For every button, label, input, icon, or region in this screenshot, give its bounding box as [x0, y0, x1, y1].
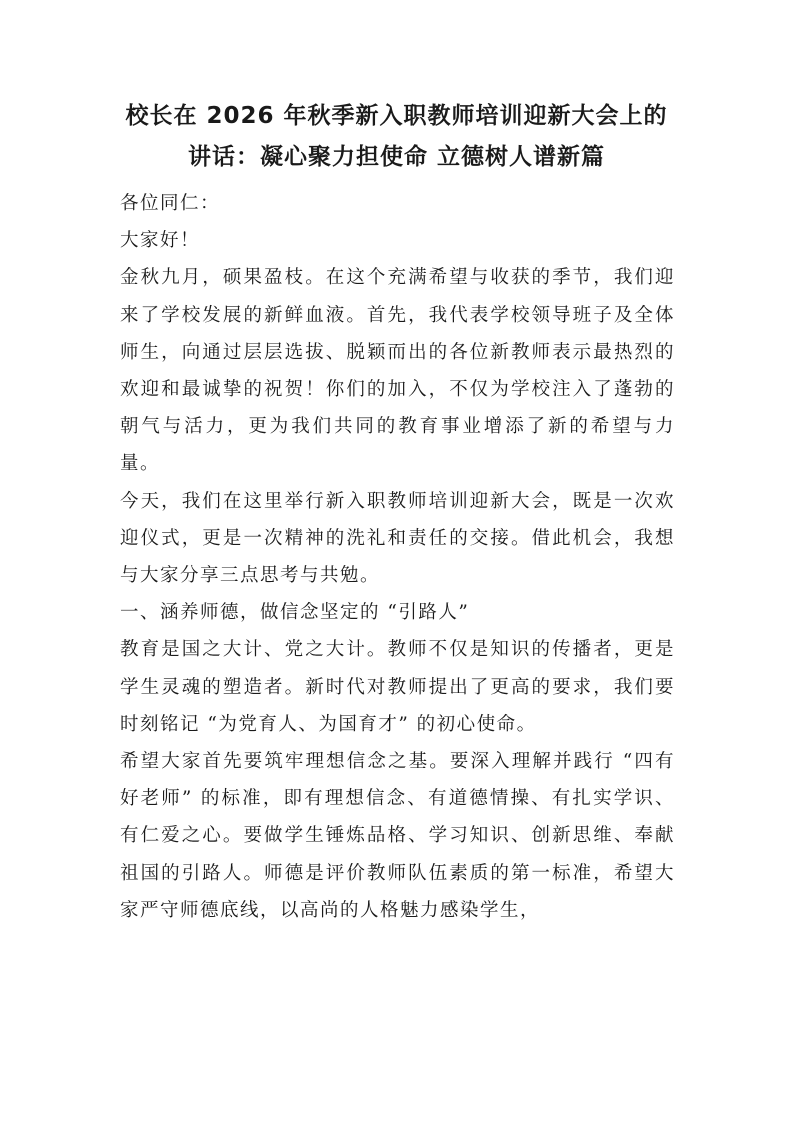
paragraph-education: 教育是国之大计、党之大计。教师不仅是知识的传播者，更是学生灵魂的塑造者。新时代对教师提出了更高的要求，我们要时刻铭记 “为党育人、为国育才” 的初心使命。 [120, 639, 675, 735]
title-line-2: 讲话：凝心聚力担使命 立德树人谱新篇 [187, 144, 605, 170]
title-line-1: 校长在 2026 年秋季新入职教师培训迎新大会上的 [125, 103, 668, 129]
paragraph-purpose: 今天，我们在这里举行新入职教师培训迎新大会，既是一次欢迎仪式，更是一次精神的洗礼和责任的交接。借此机会，我想与大家分享三点思考与共勉。 [120, 490, 675, 587]
greeting: 大家好！ [120, 230, 201, 252]
document-body [120, 185, 675, 929]
paragraph-welcome: 金秋九月，硕果盈枝。在这个充满希望与收获的季节，我们迎来了学校发展的新鲜血液。首先，我代表学校领导班子及全体师生，向通过层层选拔、脱颖而出的各位新教师表示最热烈的欢迎和最诚挚的祝贺！你们的加入，不仅为学校注入了蓬勃的朝气与活力，更为我们共同的教育事业增添了新的希望与力量。 [120, 267, 675, 475]
paragraph-ideals: 希望大家首先要筑牢理想信念之基。要深入理解并践行 “四有好老师” 的标准，即有理想信念、有道德情操、有扎实学识、有仁爱之心。要做学生锤炼品格、学习知识、创新思维、奉献祖国的引路人。师德是评价教师队伍素质的第一标准，希望大家严守师德底线，以高尚的人格魅力感染学生， [120, 751, 675, 921]
salutation: 各位同仁： [120, 193, 221, 214]
section-heading-1: 一、涵养师德，做信念坚定的 “引路人” [120, 602, 470, 624]
document-title [100, 96, 693, 178]
